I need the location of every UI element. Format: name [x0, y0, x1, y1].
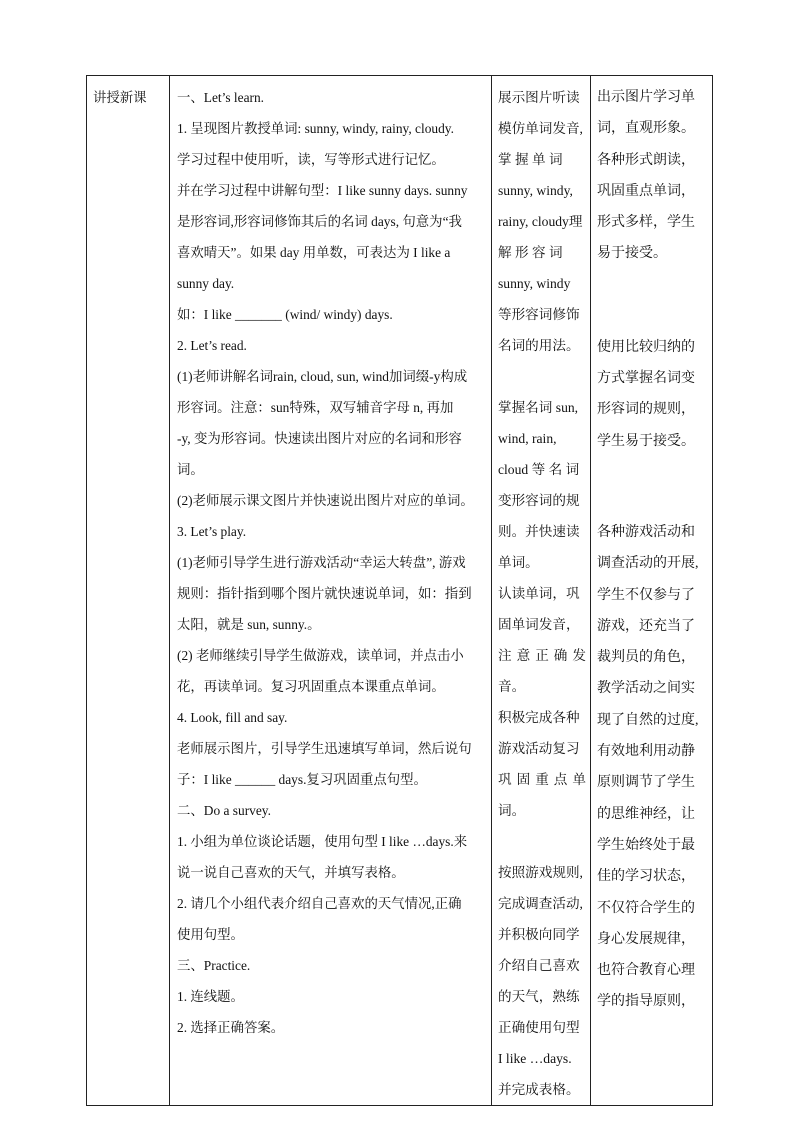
process-line: 如：I like _______ (wind/ windy) days. — [177, 307, 393, 322]
stage-label: 讲授新课 — [93, 90, 147, 105]
design-purpose-block-2 — [597, 332, 708, 457]
design-purpose-line: 学的指导原则， — [597, 994, 695, 1010]
student-activity-line: 按照游戏规则, — [498, 865, 583, 880]
process-line: 学习过程中使用听，读，写等形式进行记忆。 — [177, 152, 445, 167]
process-line: 是形容词,形容词修饰其后的名词 days, 句意为“我 — [177, 214, 462, 229]
student-activity-line: 注意正确发音。 — [498, 648, 586, 694]
design-purpose-block-1 — [597, 82, 708, 270]
student-activity-line: wind, rain, — [498, 431, 557, 446]
design-purpose-line: 现了自然的过度, — [597, 712, 699, 728]
process-line: 1. 连线题。 — [177, 989, 244, 1004]
design-purpose-line: 佳的学习状态， — [597, 869, 695, 885]
student-activity-line: 的天气，熟练 — [498, 989, 580, 1004]
student-activity-line: 认读单词，巩 — [498, 586, 580, 601]
lesson-plan-table — [86, 75, 713, 1106]
student-activity-line: 并完成表格。 — [498, 1082, 580, 1097]
design-purpose-block-3 — [597, 517, 708, 1018]
process-line: 3. Let’s play. — [177, 524, 247, 539]
teaching-process-text — [170, 76, 491, 1043]
student-activity-line: 正确使用句型 — [498, 1020, 580, 1035]
student-activity-line: rainy, cloudy理 — [498, 214, 583, 229]
process-line: 子：I like ______ days.复习巩固重点句型。 — [177, 772, 427, 787]
process-line: 2. 选择正确答案。 — [177, 1020, 285, 1035]
design-purpose-line: 方式掌握名词变 — [597, 371, 695, 387]
design-purpose-line: 身心发展规律， — [597, 931, 695, 947]
process-line: 1. 小组为单位谈论话题，使用句型 I like …days.来 — [177, 834, 468, 849]
design-purpose-line: 游戏，还充当了 — [597, 618, 695, 634]
process-line: 三、Practice. — [177, 958, 251, 973]
design-purpose-line: 裁判员的角色， — [597, 650, 695, 666]
student-activity-line: 展示图片听读 — [498, 90, 580, 105]
process-line: 4. Look, fill and say. — [177, 710, 288, 725]
design-purpose-line: 学生始终处于最 — [597, 837, 695, 853]
process-line: 喜欢晴天”。如果 day 用单数，可表达为 I like a — [177, 245, 451, 260]
process-line: 2. 请几个小组代表介绍自己喜欢的天气情况,正确 — [177, 896, 462, 911]
design-purpose-line: 各种游戏活动和 — [597, 524, 695, 540]
student-activity-line: 模仿单词发音, — [498, 121, 583, 136]
student-activity-line: sunny, windy, — [498, 183, 573, 198]
design-purpose-line: 原则调节了学生 — [597, 775, 695, 791]
process-line: 并在学习过程中讲解句型：I like sunny days. sunny — [177, 183, 468, 198]
student-activity-line: 完成调查活动, — [498, 896, 583, 911]
student-activity-line: I like …days. — [498, 1051, 572, 1066]
process-line: (1)老师引导学生进行游戏活动“幸运大转盘”, 游戏 — [177, 555, 466, 570]
student-activity-block-3 — [498, 857, 586, 1105]
spacer — [498, 361, 586, 392]
student-activity-line: 固单词发音， — [498, 617, 580, 632]
process-line: 说一说自己喜欢的天气，并填写表格。 — [177, 865, 405, 880]
student-activity-block-1 — [498, 82, 586, 361]
design-purpose-line: 使用比较归纳的 — [597, 339, 695, 355]
student-activity-line: 积极完成各种 — [498, 710, 580, 725]
process-line: 一、Let’s learn. — [177, 90, 265, 105]
process-line: 二、Do a survey. — [177, 803, 271, 818]
student-activity-line: 等形容词修饰 — [498, 307, 580, 322]
process-line: 老师展示图片，引导学生迅速填写单词，然后说句 — [177, 741, 472, 756]
table-row — [87, 76, 713, 1106]
spacer — [597, 457, 708, 517]
student-activity-line: 介绍自己喜欢 — [498, 958, 580, 973]
student-activity-cell — [492, 76, 591, 1106]
process-line: 太阳，就是 sun, sunny.。 — [177, 617, 321, 632]
design-purpose-line: 词，直观形象。 — [597, 121, 695, 137]
design-purpose-text — [591, 76, 712, 1018]
design-purpose-line: 出示图片学习单 — [597, 90, 695, 105]
process-line: -y, 变为形容词。快速读出图片对应的名词和形容 — [177, 431, 462, 446]
spacer — [498, 826, 586, 857]
design-purpose-line: 也符合教育心理 — [597, 963, 695, 979]
design-purpose-line: 学生不仅参与了 — [597, 587, 695, 603]
student-activity-line: cloud 等 名 词 — [498, 462, 580, 477]
design-purpose-line: 各种形式朗读， — [597, 152, 695, 168]
design-purpose-line: 易于接受。 — [597, 246, 667, 262]
student-activity-line: 单词。 — [498, 555, 539, 570]
process-line: (2)老师展示课文图片并快速说出图片对应的单词。 — [177, 493, 474, 508]
design-purpose-line: 教学活动之间实 — [597, 681, 695, 697]
design-purpose-line: 的思维神经，让 — [597, 806, 695, 822]
design-purpose-line: 形容词的规则， — [597, 402, 695, 418]
student-activity-line: 掌握名词 sun, — [498, 400, 579, 415]
design-purpose-line: 学生易于接受。 — [597, 433, 695, 449]
design-purpose-line: 巩固重点单词， — [597, 183, 695, 199]
design-purpose-cell — [591, 76, 713, 1106]
process-line: 词。 — [177, 462, 204, 477]
design-purpose-line: 有效地利用动静 — [597, 744, 695, 760]
design-purpose-line: 调查活动的开展, — [597, 556, 699, 572]
process-line: 形容词。注意：sun特殊，双写辅音字母 n, 再加 — [177, 400, 454, 415]
process-line: (1)老师讲解名词rain, cloud, sun, wind加词缀-y构成 — [177, 369, 468, 384]
process-line: 2. Let’s read. — [177, 338, 247, 353]
process-line: 规则：指针指到哪个图片就快速说单词，如：指到 — [177, 586, 472, 601]
student-activity-line: sunny, windy — [498, 276, 571, 291]
student-activity-line: 并积极向同学 — [498, 927, 580, 942]
student-activity-text — [492, 76, 590, 1105]
design-purpose-line: 形式多样，学生 — [597, 215, 695, 231]
student-activity-line: 巩固重点单词。 — [498, 772, 586, 818]
student-activity-line: 游戏活动复习 — [498, 741, 580, 756]
student-activity-line: 解 形 容 词 — [498, 245, 563, 260]
student-activity-line: 变形容词的规 — [498, 493, 580, 508]
stage-cell — [87, 76, 170, 1106]
student-activity-block-2 — [498, 392, 586, 826]
process-line: 1. 呈现图片教授单词: sunny, windy, rainy, cloudy. — [177, 121, 454, 136]
process-line: 使用句型。 — [177, 927, 244, 942]
process-line: 花，再读单词。复习巩固重点本课重点单词。 — [177, 679, 445, 694]
student-activity-line: 掌 握 单 词 — [498, 152, 563, 167]
design-purpose-line: 不仅符合学生的 — [597, 900, 695, 916]
teaching-process-cell — [170, 76, 492, 1106]
process-line: (2) 老师继续引导学生做游戏，读单词，并点击小 — [177, 648, 464, 663]
student-activity-line: 则。并快速读 — [498, 524, 580, 539]
process-line: sunny day. — [177, 276, 235, 291]
spacer — [597, 270, 708, 332]
student-activity-line: 名词的用法。 — [498, 338, 580, 353]
